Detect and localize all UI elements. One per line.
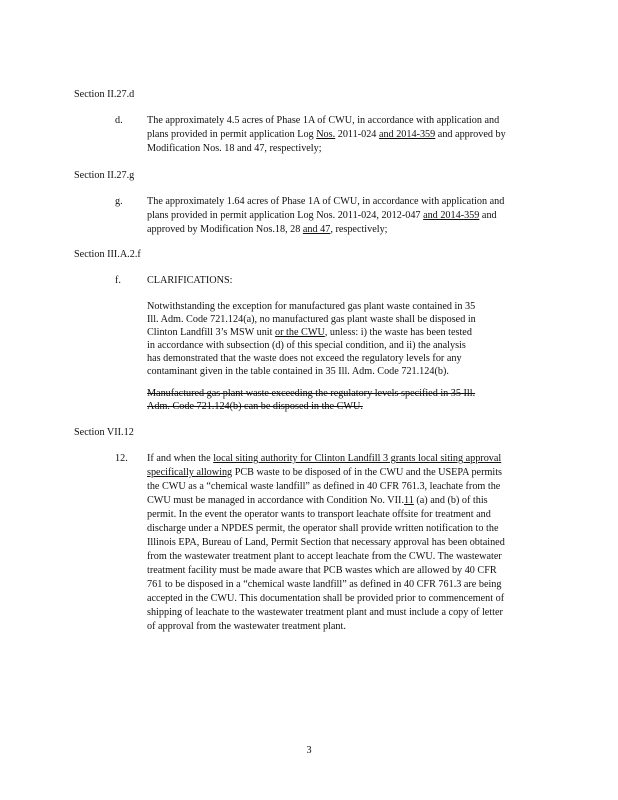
section-heading-iii-a-2-f: Section III.A.2.f	[74, 249, 141, 260]
section-heading-ii-27-g: Section II.27.g	[74, 170, 135, 181]
section-4-line-2: specifically allowing PCB waste to be disposed of in the CWU and the USEPA permits	[147, 467, 503, 478]
page-number: 3	[306, 745, 312, 756]
struck-line-1: Manufactured gas plant waste exceeding the regulatory levels specified in 35 Ill.	[147, 388, 476, 399]
clarification-line-4: in accordance with subsection (d) of this special condition, and ii) the analysis	[147, 340, 466, 351]
section-2-line-2: plans provided in permit application Log Nos. 2011-024, 2012-047 and 2014-359 and	[147, 210, 497, 221]
section-4-line-5: permit. In the event the operator wants to transport leachate offsite for treatment and	[147, 509, 491, 520]
section-heading-ii-27-d: Section II.27.d	[74, 89, 135, 100]
item-label-d: d.	[115, 115, 123, 126]
item-label-g: g.	[115, 196, 123, 207]
section-1-line-1: The approximately 4.5 acres of Phase 1A of CWU, in accordance with application and	[147, 115, 500, 126]
section-1-line-3: Modification Nos. 18 and 47, respectively;	[147, 143, 322, 154]
struck-line-2: Adm. Code 721.124(b) can be disposed in the CWU.	[147, 401, 363, 412]
section-2-line-3: approved by Modification Nos.18, 28 and 47, respectively;	[147, 224, 388, 235]
clarification-line-3: Clinton Landfill 3’s MSW unit or the CWU, unless: i) the waste has been tested	[147, 327, 472, 338]
section-4-line-6: discharge under a NPDES permit, the operator shall provide written notification to the	[147, 523, 499, 534]
section-2-line-1: The approximately 1.64 acres of Phase 1A of CWU, in accordance with application and	[147, 196, 505, 207]
section-4-line-13: of approval from the wastewater treatment plant.	[147, 621, 346, 632]
section-4-line-11: accepted in the CWU. This documentation shall be provided prior to commencement of	[147, 593, 505, 604]
item-label-f: f.	[115, 275, 121, 286]
section-1-line-2: plans provided in permit application Log Nos. 2011-024 and 2014-359 and approved by	[147, 129, 506, 140]
clarifications-title: CLARIFICATIONS:	[147, 275, 233, 286]
clarification-line-6: contaminant given in the table contained in 35 Ill. Adm. Code 721.124(b).	[147, 366, 449, 377]
section-4-line-7: Illinois EPA, Bureau of Land, Permit Section that necessary approval has been obtained	[147, 537, 505, 548]
section-4-line-12: shipping of leachate to the wastewater treatment plant and must include a copy of letter	[147, 607, 503, 618]
section-4-line-3: the CWU as a “chemical waste landfill” as defined in 40 CFR 761.3, leachate from the	[147, 481, 501, 492]
clarification-line-2: Ill. Adm. Code 721.124(a), no manufactured gas plant waste shall be disposed in	[147, 314, 476, 325]
section-4-line-8: from the wastewater treatment plant to accept leachate from the CWU. The wastewater	[147, 551, 502, 562]
section-4-line-9: treatment facility must be made aware that PCB wastes which are allowed by 40 CFR	[147, 565, 497, 576]
clarification-line-5: has demonstrated that the waste does not exceed the regulatory levels for any	[147, 353, 462, 364]
item-label-12: 12.	[115, 453, 128, 464]
section-heading-vii-12: Section VII.12	[74, 427, 134, 438]
section-4-line-4: CWU must be managed in accordance with Condition No. VII.11 (a) and (b) of this	[147, 495, 488, 506]
section-4-line-1: If and when the local siting authority for Clinton Landfill 3 grants local siting approval	[147, 453, 502, 464]
clarification-line-1: Notwithstanding the exception for manufactured gas plant waste contained in 35	[147, 301, 476, 312]
section-4-line-10: 761 to be disposed in a “chemical waste landfill” as defined in 40 CFR 761.3 are being	[147, 579, 502, 590]
